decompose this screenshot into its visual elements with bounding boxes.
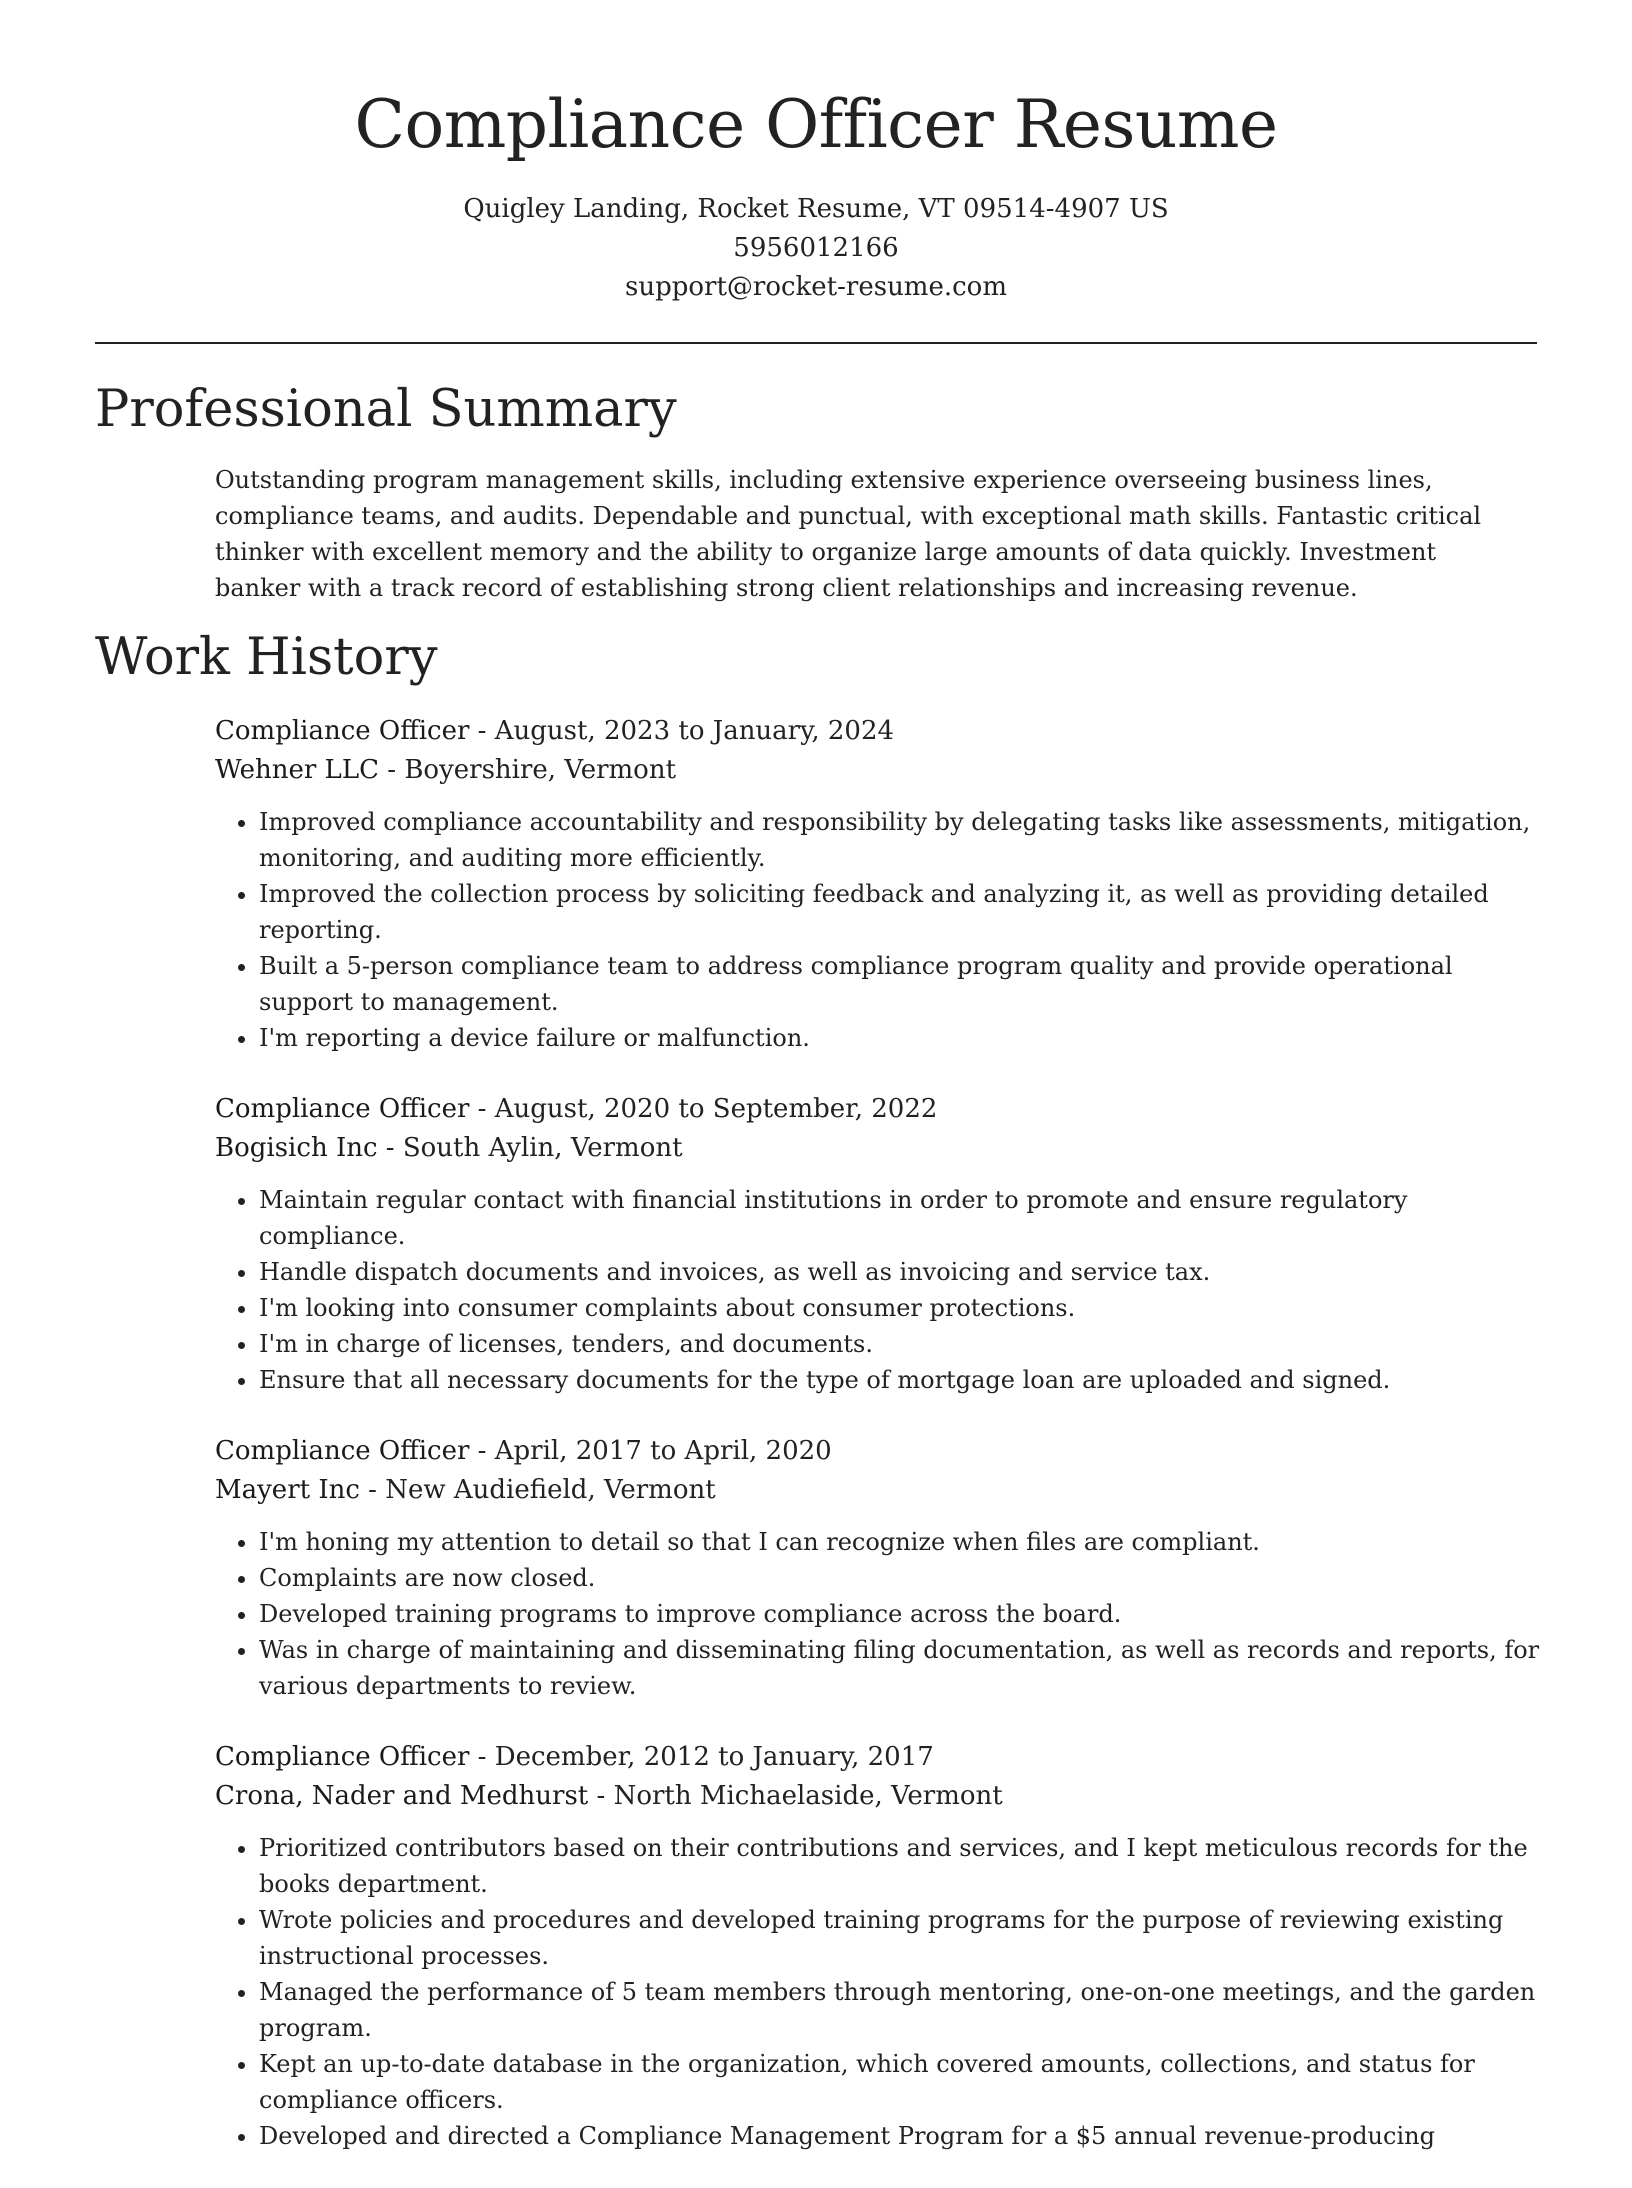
resume-header [0, 0, 1632, 307]
job-role: Compliance Officer [215, 716, 470, 746]
job-company: Mayert Inc [215, 1475, 360, 1505]
job-role: Compliance Officer [215, 1436, 470, 1466]
job-dates: - April, 2017 to April, 2020 [469, 1436, 832, 1466]
job-bullet: • Kept an up-to-date database in the organization, which covered amounts, collections, and status for compliance officers. [259, 2046, 1545, 2118]
summary-text: Outstanding program management skills, including extensive experience overseeing business lines, compliance teams, and audits. Dependable and punctual, with exceptional math skills. Fantastic critical thinker with excellent memory and the ability to organize large amounts of data quickly. Investment banker with a track record of establishing strong client relationships and increasing revenue. [215, 466, 1482, 602]
job-bullet: • Maintain regular contact with financial institutions in order to promote and ensure regulatory compliance. [259, 1182, 1545, 1254]
job-bullet: • Was in charge of maintaining and disseminating filing documentation, as well as records and reports, for various departments to review. [259, 1632, 1545, 1704]
job-bullet: • I'm honing my attention to detail so that I can recognize when files are compliant. [259, 1524, 1545, 1560]
job-bullets [215, 1524, 1545, 1704]
job-company-line [215, 1777, 1545, 1816]
job-location: - North Michaelaside, Vermont [588, 1781, 1003, 1811]
job-bullet: • Built a 5-person compliance team to address compliance program quality and provide operational support to management. [259, 948, 1545, 1020]
job-bullet: • I'm in charge of licenses, tenders, and documents. [259, 1326, 1545, 1362]
job-bullet: • Improved compliance accountability and responsibility by delegating tasks like assessments, mitigation, monitoring, and auditing more efficiently. [259, 804, 1545, 876]
job-bullet: • Developed and directed a Compliance Management Program for a $5 annual revenue-producing [259, 2118, 1545, 2154]
job-dates: - August, 2023 to January, 2024 [469, 716, 895, 746]
summary-heading: Professional Summary [95, 380, 677, 439]
job-bullet: • Handle dispatch documents and invoices, as well as invoicing and service tax. [259, 1254, 1545, 1290]
job-company-line [215, 1129, 1545, 1168]
job-entry [215, 1432, 1545, 1704]
job-role: Compliance Officer [215, 1094, 470, 1124]
contact-block [0, 190, 1632, 307]
job-location: - New Audiefield, Vermont [359, 1475, 716, 1505]
job-title-line [215, 712, 1545, 751]
job-company: Crona, Nader and Medhurst [215, 1781, 589, 1811]
job-bullet: • Prioritized contributors based on their contributions and services, and I kept meticulous records for the books department. [259, 1830, 1545, 1902]
job-bullet: • Managed the performance of 5 team members through mentoring, one-on-one meetings, and the garden program. [259, 1974, 1545, 2046]
job-title-line [215, 1432, 1545, 1471]
job-title-line [215, 1738, 1545, 1777]
job-bullet: • Developed training programs to improve compliance across the board. [259, 1596, 1545, 1632]
resume-title: Compliance Officer Resume [354, 86, 1278, 163]
job-dates: - August, 2020 to September, 2022 [469, 1094, 938, 1124]
work-history-heading: Work History [95, 628, 438, 687]
contact-phone: 5956012166 [733, 233, 899, 263]
job-dates: - December, 2012 to January, 2017 [469, 1742, 934, 1772]
header-divider [95, 342, 1537, 344]
job-location: - Boyershire, Vermont [379, 755, 677, 785]
contact-email: support@rocket-resume.com [624, 272, 1007, 302]
job-company-line [215, 751, 1545, 790]
job-entry [215, 712, 1545, 1056]
job-bullet: • Complaints are now closed. [259, 1560, 1545, 1596]
job-entry [215, 1738, 1545, 2154]
job-bullet: • I'm reporting a device failure or malfunction. [259, 1020, 1545, 1056]
job-bullet: • Improved the collection process by soliciting feedback and analyzing it, as well as providing detailed reporting. [259, 876, 1545, 948]
job-bullet: • Wrote policies and procedures and developed training programs for the purpose of reviewing existing instructional processes. [259, 1902, 1545, 1974]
job-company: Bogisich Inc [215, 1133, 378, 1163]
job-bullet: • I'm looking into consumer complaints about consumer protections. [259, 1290, 1545, 1326]
contact-address: Quigley Landing, Rocket Resume, VT 09514-4907 US [463, 194, 1169, 224]
job-bullet: • Ensure that all necessary documents for the type of mortgage loan are uploaded and signed. [259, 1362, 1545, 1398]
job-location: - South Aylin, Vermont [377, 1133, 683, 1163]
job-title-line [215, 1090, 1545, 1129]
job-bullets [215, 1182, 1545, 1398]
job-company: Wehner LLC [215, 755, 379, 785]
job-entry [215, 1090, 1545, 1398]
job-bullets [215, 1830, 1545, 2154]
work-history-list [215, 712, 1545, 2188]
job-role: Compliance Officer [215, 1742, 470, 1772]
job-company-line [215, 1471, 1545, 1510]
job-bullets [215, 804, 1545, 1056]
